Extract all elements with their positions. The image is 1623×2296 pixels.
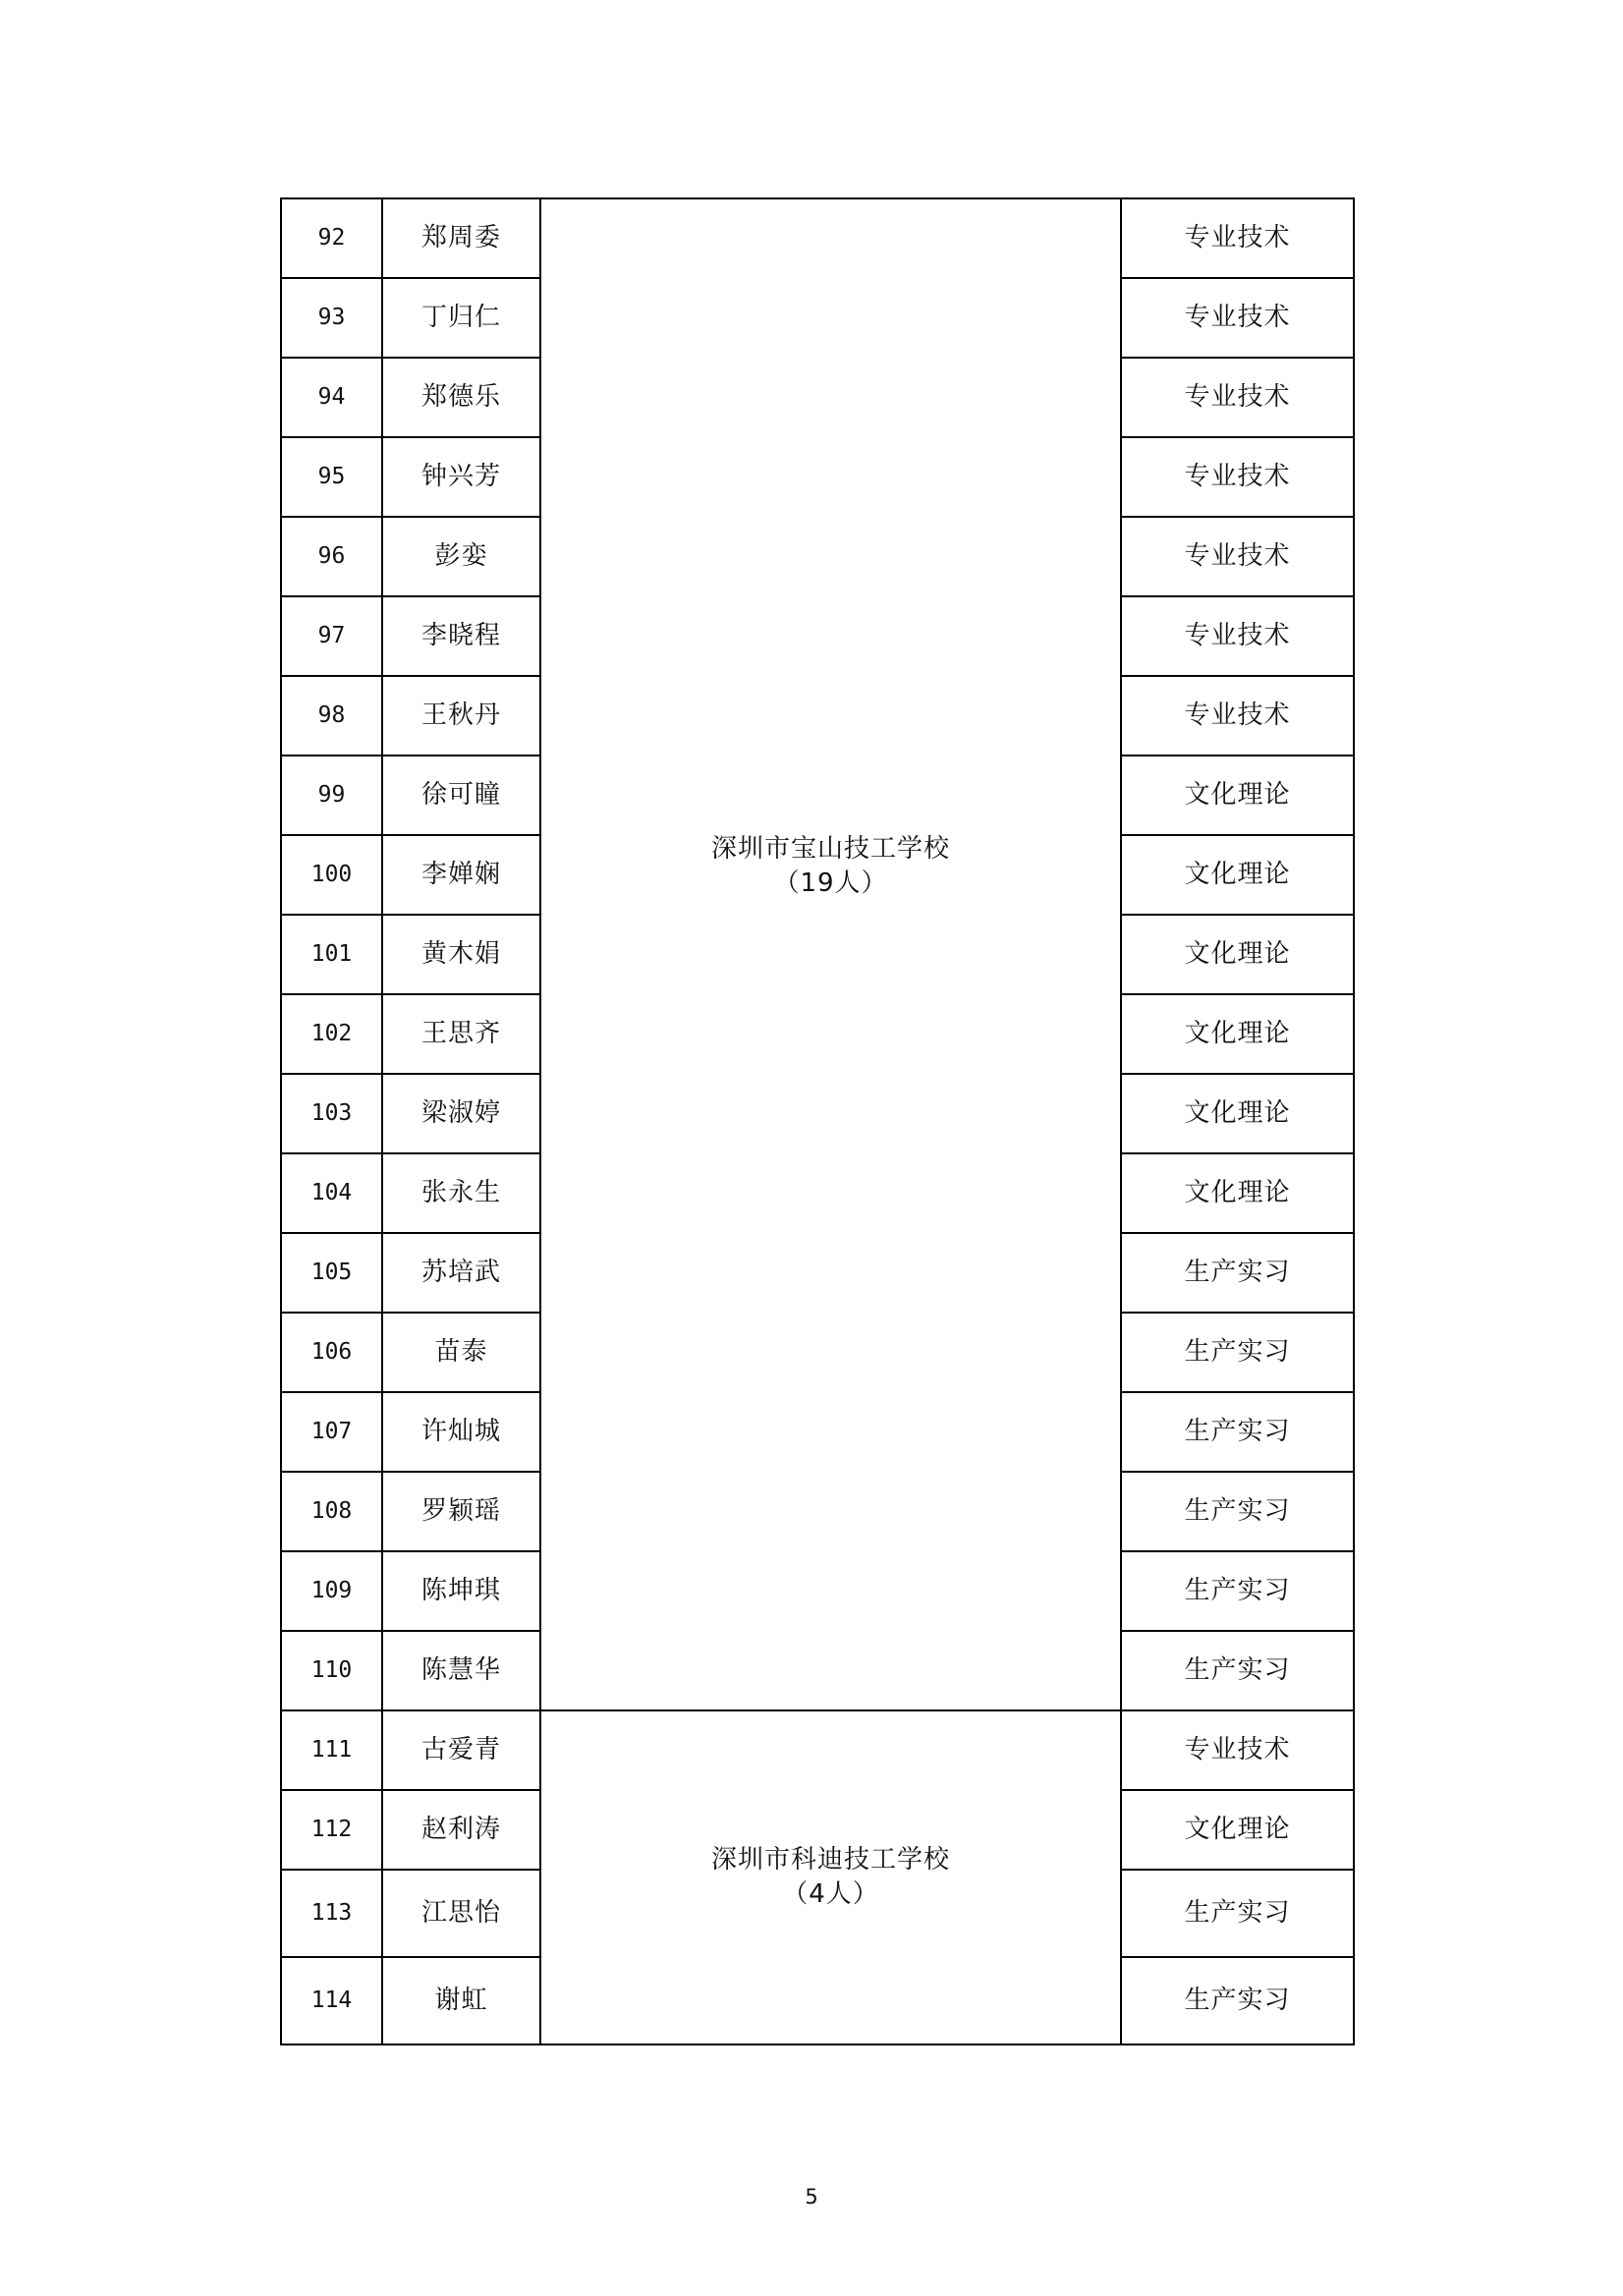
person-name: 李婵娴 xyxy=(382,835,540,915)
row-number: 100 xyxy=(281,835,382,915)
category: 专业技术 xyxy=(1121,278,1354,358)
roster-table xyxy=(280,197,1355,2045)
person-name: 陈慧华 xyxy=(382,1631,540,1710)
category: 专业技术 xyxy=(1121,437,1354,517)
category: 文化理论 xyxy=(1121,994,1354,1074)
person-name: 谢虹 xyxy=(382,1957,540,2044)
row-number: 106 xyxy=(281,1313,382,1392)
row-number: 97 xyxy=(281,596,382,676)
category: 生产实习 xyxy=(1121,1472,1354,1551)
table-row xyxy=(281,1710,1354,1790)
row-number: 107 xyxy=(281,1392,382,1472)
category: 文化理论 xyxy=(1121,756,1354,835)
person-name: 罗颖瑶 xyxy=(382,1472,540,1551)
person-name: 钟兴芳 xyxy=(382,437,540,517)
row-number: 98 xyxy=(281,676,382,756)
category: 生产实习 xyxy=(1121,1392,1354,1472)
row-number: 102 xyxy=(281,994,382,1074)
category: 专业技术 xyxy=(1121,517,1354,596)
category: 文化理论 xyxy=(1121,835,1354,915)
school-count: （19人） xyxy=(773,868,888,898)
person-name: 江思怡 xyxy=(382,1870,540,1957)
row-number: 111 xyxy=(281,1710,382,1790)
row-number: 101 xyxy=(281,915,382,994)
person-name: 赵利涛 xyxy=(382,1790,540,1870)
school-name: 深圳市科迪技工学校 xyxy=(710,1845,950,1875)
category: 生产实习 xyxy=(1121,1313,1354,1392)
person-name: 梁淑婷 xyxy=(382,1074,540,1153)
row-number: 92 xyxy=(281,198,382,278)
person-name: 王思齐 xyxy=(382,994,540,1074)
category: 专业技术 xyxy=(1121,1710,1354,1790)
category: 生产实习 xyxy=(1121,1233,1354,1313)
person-name: 郑周委 xyxy=(382,198,540,278)
person-name: 许灿城 xyxy=(382,1392,540,1472)
category: 生产实习 xyxy=(1121,1551,1354,1631)
category: 专业技术 xyxy=(1121,198,1354,278)
person-name: 黄木娟 xyxy=(382,915,540,994)
category: 文化理论 xyxy=(1121,1153,1354,1233)
category: 生产实习 xyxy=(1121,1870,1354,1957)
person-name: 彭娈 xyxy=(382,517,540,596)
row-number: 94 xyxy=(281,358,382,437)
category: 专业技术 xyxy=(1121,358,1354,437)
row-number: 109 xyxy=(281,1551,382,1631)
person-name: 王秋丹 xyxy=(382,676,540,756)
category: 专业技术 xyxy=(1121,596,1354,676)
person-name: 苗泰 xyxy=(382,1313,540,1392)
row-number: 110 xyxy=(281,1631,382,1710)
person-name: 李晓程 xyxy=(382,596,540,676)
page-number: 5 xyxy=(805,2185,818,2209)
table-row xyxy=(281,198,1354,278)
school-cell xyxy=(540,1710,1121,2044)
school-cell xyxy=(540,198,1121,1710)
person-name: 徐可瞳 xyxy=(382,756,540,835)
category: 生产实习 xyxy=(1121,1957,1354,2044)
category: 生产实习 xyxy=(1121,1631,1354,1710)
row-number: 93 xyxy=(281,278,382,358)
person-name: 郑德乐 xyxy=(382,358,540,437)
row-number: 105 xyxy=(281,1233,382,1313)
row-number: 103 xyxy=(281,1074,382,1153)
person-name: 苏培武 xyxy=(382,1233,540,1313)
row-number: 99 xyxy=(281,756,382,835)
category: 专业技术 xyxy=(1121,676,1354,756)
row-number: 114 xyxy=(281,1957,382,2044)
category: 文化理论 xyxy=(1121,915,1354,994)
category: 文化理论 xyxy=(1121,1790,1354,1870)
row-number: 108 xyxy=(281,1472,382,1551)
person-name: 古爱青 xyxy=(382,1710,540,1790)
row-number: 113 xyxy=(281,1870,382,1957)
row-number: 95 xyxy=(281,437,382,517)
person-name: 陈坤琪 xyxy=(382,1551,540,1631)
person-name: 丁归仁 xyxy=(382,278,540,358)
row-number: 104 xyxy=(281,1153,382,1233)
row-number: 112 xyxy=(281,1790,382,1870)
person-name: 张永生 xyxy=(382,1153,540,1233)
school-count: （4人） xyxy=(782,1879,879,1909)
school-name: 深圳市宝山技工学校 xyxy=(710,833,950,864)
row-number: 96 xyxy=(281,517,382,596)
category: 文化理论 xyxy=(1121,1074,1354,1153)
